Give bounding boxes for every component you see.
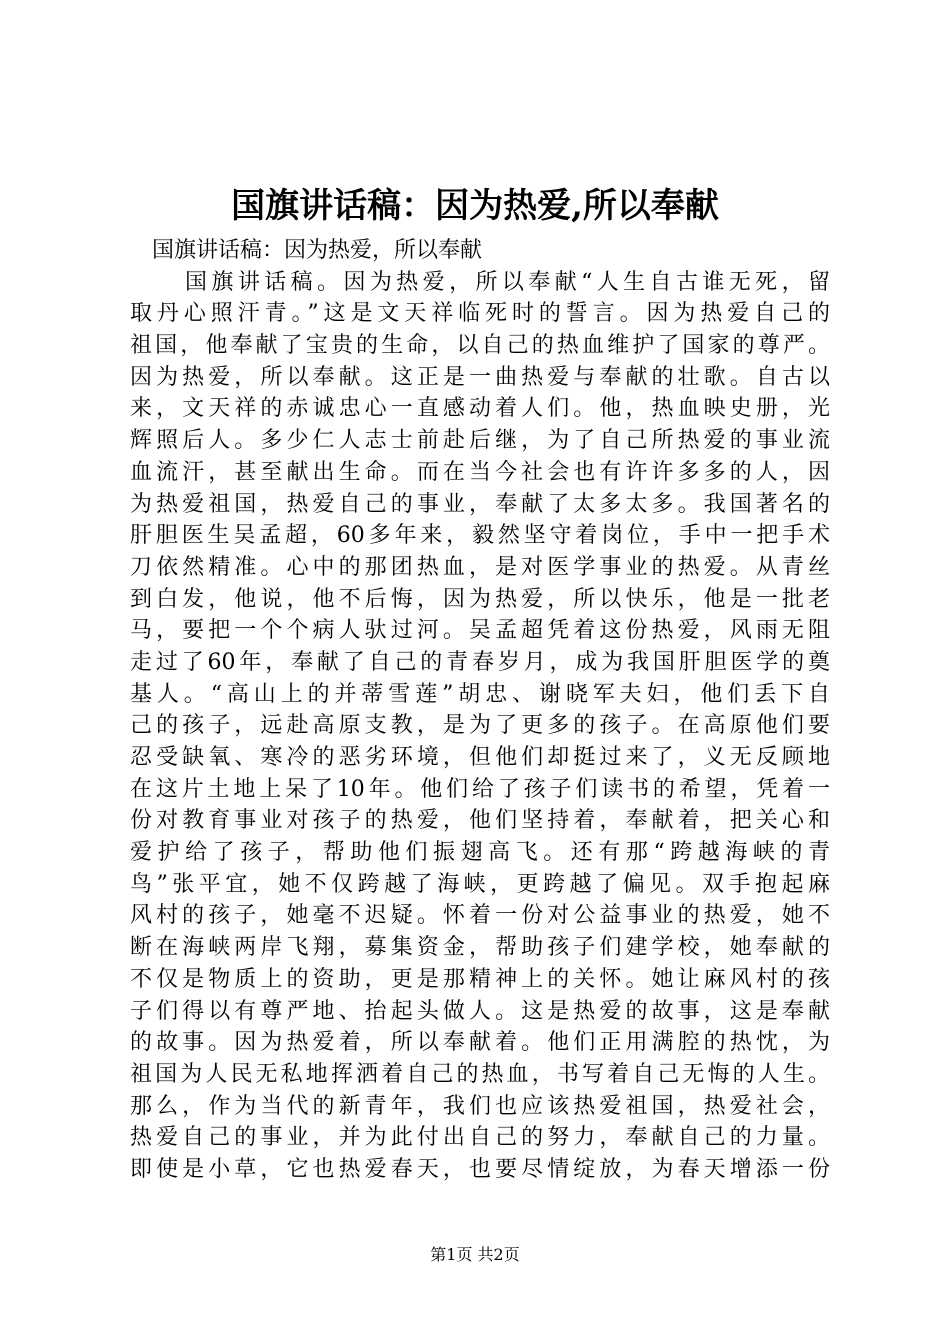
paragraph-line: 马，要把一个个病人驮过河。吴孟超凭着这份热爱，风雨无阻: [130, 618, 830, 644]
paragraph-line: 那么，作为当代的新青年，我们也应该热爱祖国，热爱社会，: [130, 1093, 830, 1119]
paragraph-line: 因为热爱，所以奉献。这正是一曲热爱与奉献的壮歌。自古以: [130, 364, 830, 390]
subtitle-line: 国旗讲话稿：因为热爱，所以奉献: [152, 238, 483, 263]
paragraph-line: 为热爱祖国，热爱自己的事业，奉献了太多太多。我国著名的: [130, 491, 830, 517]
paragraph-line: 到白发，他说，他不后悔，因为热爱，所以快乐，他是一批老: [130, 586, 830, 612]
paragraph-line: 基人。“高山上的并蒂雪莲”胡忠、谢晓军夫妇，他们丢下自: [130, 681, 830, 707]
paragraph-line: 肝胆医生吴孟超，60多年来，毅然坚守着岗位，手中一把手术: [130, 523, 830, 549]
paragraph-line: 鸟”张平宜，她不仅跨越了海峡，更跨越了偏见。双手抱起麻: [130, 871, 830, 897]
paragraph-line: 己的孩子，远赴高原支教，是为了更多的孩子。在高原他们要: [130, 713, 830, 739]
document-title: 国旗讲话稿：因为热爱,所以奉献: [231, 186, 719, 226]
paragraph-line: 辉照后人。多少仁人志士前赴后继，为了自己所热爱的事业流: [130, 428, 830, 454]
paragraph-line: 不仅是物质上的资助，更是那精神上的关怀。她让麻风村的孩: [130, 966, 830, 992]
paragraph-line: 风村的孩子，她毫不迟疑。怀着一份对公益事业的热爱，她不: [130, 903, 830, 929]
paragraph-line: 刀依然精准。心中的那团热血，是对医学事业的热爱。从青丝: [130, 554, 830, 580]
paragraph-line: 子们得以有尊严地、抬起头做人。这是热爱的故事，这是奉献: [130, 998, 830, 1024]
paragraph-line: 取丹心照汗青。”这是文天祥临死时的誓言。因为热爱自己的: [130, 301, 830, 327]
paragraph-line: 祖国为人民无私地挥洒着自己的热血，书写着自己无悔的人生。: [130, 1061, 830, 1087]
paragraph-line: 的故事。因为热爱着，所以奉献着。他们正用满腔的热忱，为: [130, 1030, 830, 1056]
paragraph-line: 爱护给了孩子，帮助他们振翅高飞。还有那“跨越海峡的青: [130, 840, 830, 866]
paragraph-line: 热爱自己的事业，并为此付出自己的努力，奉献自己的力量。: [130, 1125, 830, 1151]
document-body: [130, 235, 830, 1186]
paragraph-line: 断在海峡两岸飞翔，募集资金，帮助孩子们建学校，她奉献的: [130, 935, 830, 961]
paragraph-line: 来，文天祥的赤诚忠心一直感动着人们。他，热血映史册，光: [130, 396, 830, 422]
paragraph-line: 走过了60年，奉献了自己的青春岁月，成为我国肝胆医学的奠: [130, 649, 830, 675]
paragraph-line: 即使是小草，它也热爱春天，也要尽情绽放，为春天增添一份: [130, 1156, 830, 1182]
paragraph-line: 忍受缺氧、寒冷的恶劣环境，但他们却挺过来了，义无反顾地: [130, 745, 830, 770]
paragraph-line: 份对教育事业对孩子的热爱，他们坚持着，奉献着，把关心和: [130, 808, 830, 834]
paragraph-line: 国旗讲话稿。因为热爱，所以奉献“人生自古谁无死，留: [185, 269, 830, 295]
paragraph-line: 血流汗，甚至献出生命。而在当今社会也有许许多多的人，因: [130, 459, 830, 485]
paragraph-line: 祖国，他奉献了宝贵的生命，以自己的热血维护了国家的尊严。: [130, 333, 830, 359]
page-number-footer: 第1页 共2页: [430, 1245, 520, 1264]
paragraph-line: 在这片土地上呆了10年。他们给了孩子们读书的希望，凭着一: [130, 776, 830, 802]
